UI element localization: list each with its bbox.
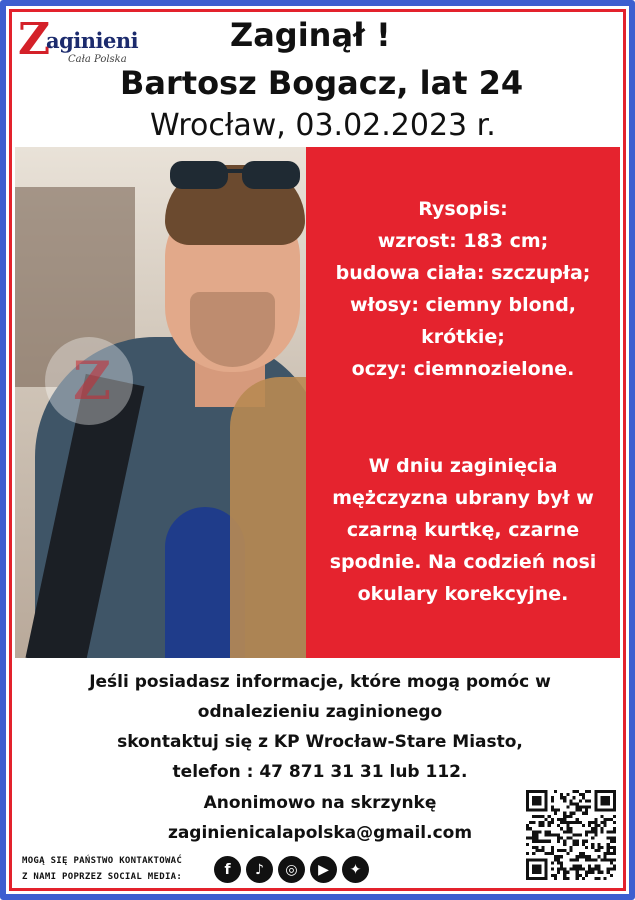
contact-line: odnalezieniu zaginionego: [197, 702, 443, 722]
twitter-icon[interactable]: ✦: [342, 856, 369, 883]
contact-line: Jeśli posiadasz informacje, które mogą pomóc w: [89, 672, 551, 692]
person-photo: [15, 147, 306, 658]
contact-line: telefon : 47 871 31 31 lub 112.: [172, 762, 468, 782]
description-text: [306, 193, 620, 385]
description-line: oczy: ciemnozielone.: [351, 358, 575, 380]
clothing-text: [306, 450, 620, 610]
sunglasses: [170, 161, 300, 191]
anonymous-contact: [115, 788, 525, 848]
logo-subtitle: Cała Polska: [68, 54, 127, 65]
clothing-line: okulary korekcyjne.: [357, 583, 569, 605]
social-icons: [214, 856, 369, 884]
facebook-icon[interactable]: f: [214, 856, 241, 883]
clothing-line: spodnie. Na codzień nosi: [329, 551, 597, 573]
clothing-line: czarną kurtkę, czarne: [346, 519, 580, 541]
instagram-icon[interactable]: ◎: [278, 856, 305, 883]
clothing-line: W dniu zaginięcia: [368, 455, 558, 477]
description-line: włosy: ciemny blond,: [349, 294, 577, 316]
watermark-logo: Z: [45, 337, 133, 425]
contact-info: [40, 667, 600, 787]
person-name: Bartosz Bogacz, lat 24: [120, 64, 524, 102]
description-line: budowa ciała: szczupła;: [335, 262, 591, 284]
social-text-line: MOGĄ SIĘ PAŃSTWO KONTAKTOWAĆ: [22, 856, 183, 866]
logo-text: aginieni: [46, 28, 139, 53]
email-address[interactable]: zaginienicalapolska@gmail.com: [167, 823, 473, 843]
logo: [18, 14, 139, 68]
youtube-icon[interactable]: ▶: [310, 856, 337, 883]
description-line: krótkie;: [421, 326, 505, 348]
clothing-line: mężczyzna ubrany był w: [332, 487, 594, 509]
description-line: Rysopis:: [418, 198, 508, 220]
social-text-line: Z NAMI POPRZEZ SOCIAL MEDIA:: [22, 872, 183, 882]
poster-title: Zaginął !: [230, 16, 391, 54]
social-media-text: [22, 853, 207, 885]
description-line: wzrost: 183 cm;: [377, 230, 549, 252]
logo-letter: Z: [18, 14, 51, 65]
place-date: Wrocław, 03.02.2023 r.: [150, 108, 496, 143]
tiktok-icon[interactable]: ♪: [246, 856, 273, 883]
anonymous-label: Anonimowo na skrzynkę: [203, 793, 437, 813]
contact-line: skontaktuj się z KP Wrocław-Stare Miasto,: [117, 732, 523, 752]
qr-code[interactable]: [526, 790, 616, 880]
